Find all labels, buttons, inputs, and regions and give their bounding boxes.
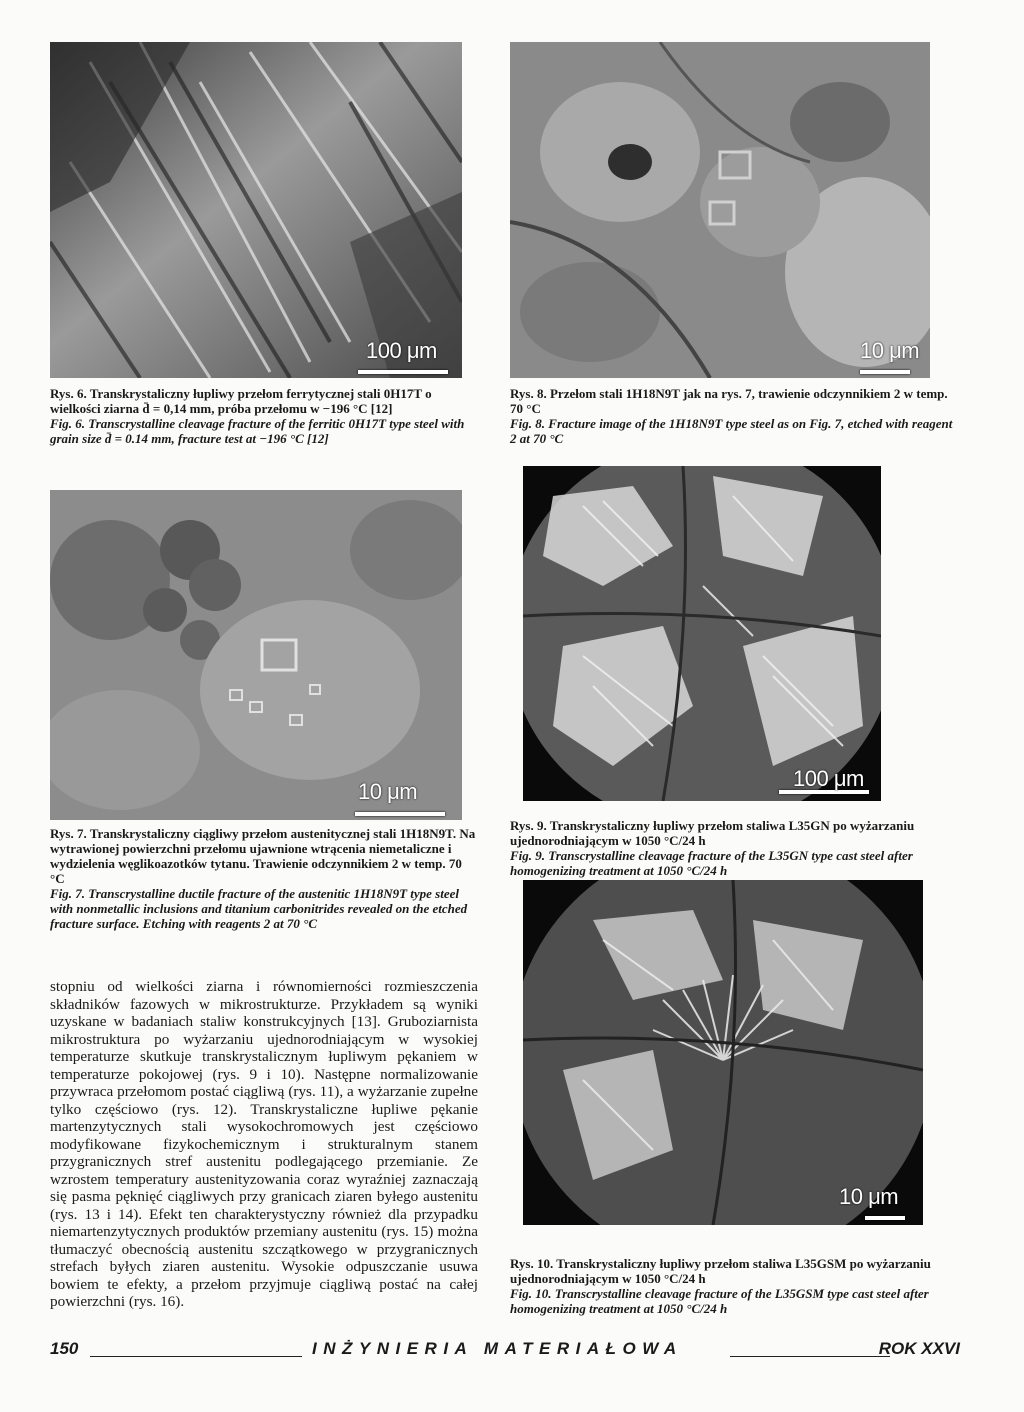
- caption-polish: Rys. 7. Transkrystaliczny ciągliwy przełom austenitycznej stali 1H18N9T. Na wytrawionej powierzchni przełomu ujawnione wtrącenia niemetaliczne i wydzielenia węglikoazotków tytanu. Trawienie odczynnikiem 2 w temp. 70 °C: [50, 826, 476, 886]
- page-footer: [50, 1339, 960, 1363]
- figure-10-image: [523, 880, 923, 1225]
- caption-polish: Rys. 9. Transkrystaliczny łupliwy przełom staliwa L35GN po wyżarzaniu ujednorodniającym w 1050 °C/24 h: [510, 818, 915, 848]
- figure-8-caption: [510, 386, 955, 446]
- scale-label: 100 μm: [793, 766, 864, 791]
- body-text: stopniu od wielkości ziarna i równomierności rozmieszczenia składników fazowych w mikrostrukturze. Przykładem są wyniki uzyskane w badaniach staliw konstrukcyjnych [13]. Gruboziarnista mikrostruktura po wyżarzaniu ujednorodniającym w wysokiej temperaturze skutkuje transkrystalicznym łupliwym pękaniem w temperaturze pokojowej (rys. 9 i 10). Następne normalizowanie przywraca przełomom postać ciągliwą (rys. 11), a wyżarzanie zupełne tylko częściowo (rys. 12). Transkrystaliczne łupliwe pękanie martenzytycznych stali wysokochromowych jest częściowo modyfikowane fizykochemicznym i strukturalnym stanem przygranicznych stref austenitu podlegającego przemianie. Ze wzrostem temperatury austenityzowania coraz wyraźniej zaznaczają się pasma pęknięć ciągliwych przy granicach ziaren byłego austenitu (rys. 13 i 14). Efekt ten charakterystyczny również dla przypadku niemartenzytycznych produktów przemiany austenitu (rys. 15) można tłumaczyć obecnością austenitu szczątkowego w przygranicznych strefach byłych ziaren austenitu. Wysokie odpuszczanie usuwa bowiem te efekty, a przełom przyjmuje ciągliwą postać na całej powierzchni (rys. 16).: [50, 978, 478, 1310]
- page-number: 150: [50, 1339, 79, 1358]
- caption-english: Fig. 9. Transcrystalline cleavage fracture of the L35GN type cast steel after homogenizing treatment at 1050 °C/24 h: [510, 848, 913, 878]
- figure-6-caption: [50, 386, 478, 446]
- caption-polish: Rys. 8. Przełom stali 1H18N9T jak na rys. 7, trawienie odczynnikiem 2 w temp. 70 °C: [510, 386, 948, 416]
- figure-6-image: [50, 42, 462, 378]
- scale-label: 10 μm: [839, 1184, 899, 1209]
- scale-label: 100 μm: [366, 338, 437, 363]
- caption-polish: Rys. 10. Transkrystaliczny łupliwy przełom staliwa L35GSM po wyżarzaniu ujednorodniającym w 1050 °C/24 h: [510, 1256, 931, 1286]
- figure-9-image: [523, 466, 881, 801]
- caption-english: Fig. 7. Transcrystalline ductile fracture of the austenitic 1H18N9T type steel with nonmetallic inclusions and titanium carbonitrides revealed on the etched fracture surface. Etching with reagents 2 at 70 °C: [50, 886, 468, 931]
- figure-7-image: [50, 490, 462, 820]
- figure-8-image: [510, 42, 930, 378]
- volume-label: ROK XXVI: [878, 1339, 960, 1358]
- caption-english: Fig. 10. Transcrystalline cleavage fracture of the L35GSM type cast steel after homogenizing treatment at 1050 °C/24 h: [510, 1286, 929, 1316]
- figure-7-caption: [50, 826, 478, 931]
- footer-rule: [90, 1356, 302, 1357]
- scale-label: 10 μm: [358, 779, 418, 804]
- journal-name: INŻYNIERIA MATERIAŁOWA: [312, 1339, 683, 1358]
- figure-9-caption: [510, 818, 955, 878]
- caption-polish: Rys. 6. Transkrystaliczny łupliwy przełom ferrytycznej stali 0H17T o wielkości ziarna d̄ = 0,14 mm, próba przełomu w −196 °C [12]: [50, 386, 432, 416]
- caption-english: Fig. 6. Transcrystalline cleavage fracture of the ferritic 0H17T type steel with grain size d̄ = 0.14 mm, fracture test at −196 °C [12]: [50, 416, 465, 446]
- caption-english: Fig. 8. Fracture image of the 1H18N9T type steel as on Fig. 7, etched with reagent 2 at 70 °C: [510, 416, 953, 446]
- footer-rule: [730, 1356, 890, 1357]
- figure-10-caption: [510, 1256, 955, 1316]
- scale-label: 10 μm: [860, 338, 920, 363]
